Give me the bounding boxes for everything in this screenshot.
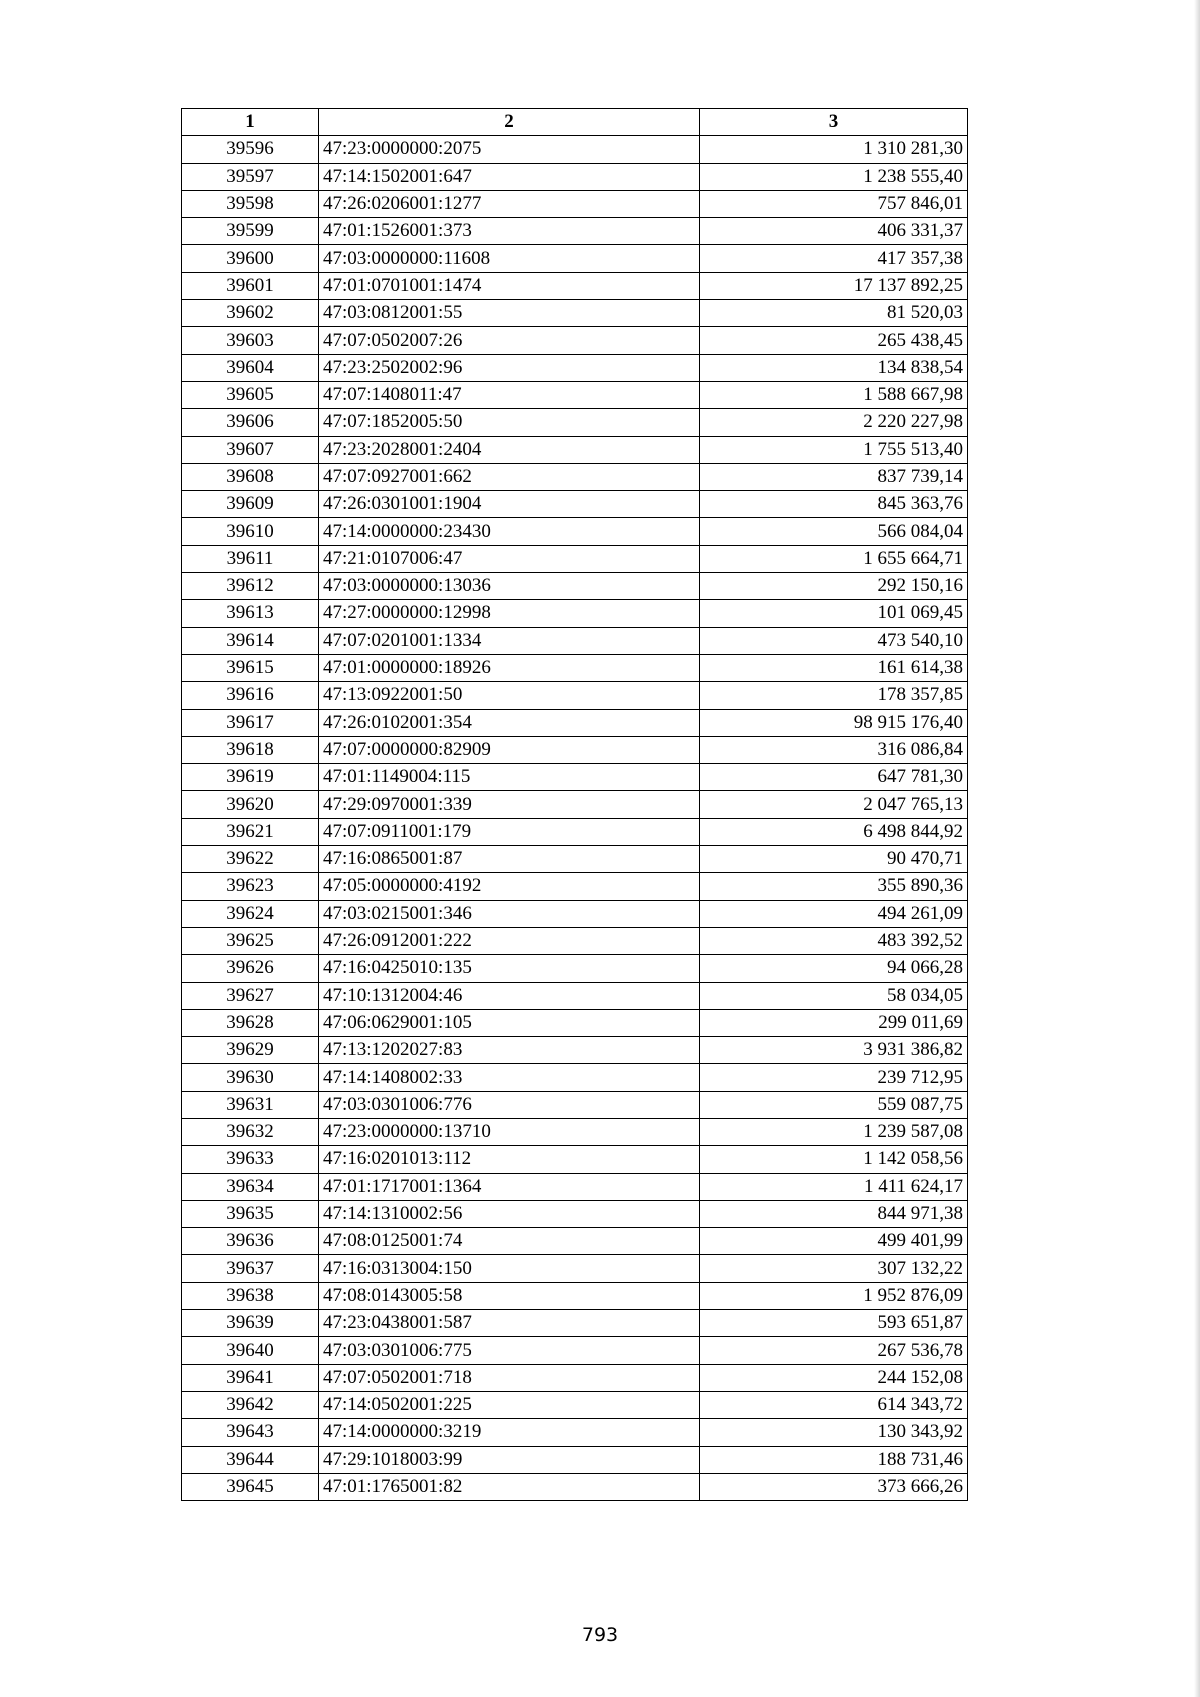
cadastral-value-cell: 1 952 876,09	[700, 1282, 968, 1309]
header-row	[182, 109, 968, 136]
cadastral-number-cell: 47:14:0000000:23430	[319, 518, 700, 545]
table-row	[182, 327, 968, 354]
cadastral-value-cell: 267 536,78	[700, 1337, 968, 1364]
cadastral-number-cell: 47:01:1717001:1364	[319, 1173, 700, 1200]
page-edge-shadow	[1194, 0, 1200, 1697]
cadastral-number-cell: 47:13:0922001:50	[319, 682, 700, 709]
row-number-cell: 39615	[182, 654, 319, 681]
table-row	[182, 272, 968, 299]
cadastral-value-cell: 483 392,52	[700, 927, 968, 954]
cadastral-value-cell: 355 890,36	[700, 873, 968, 900]
cadastral-number-cell: 47:07:0927001:662	[319, 463, 700, 490]
cadastral-number-cell: 47:29:1018003:99	[319, 1446, 700, 1473]
row-number-cell: 39605	[182, 381, 319, 408]
row-number-cell: 39641	[182, 1364, 319, 1391]
table-row	[182, 1364, 968, 1391]
cadastral-value-cell: 90 470,71	[700, 846, 968, 873]
row-number-cell: 39599	[182, 218, 319, 245]
table-row	[182, 381, 968, 408]
row-number-cell: 39638	[182, 1282, 319, 1309]
row-number-cell: 39631	[182, 1091, 319, 1118]
table-row	[182, 791, 968, 818]
row-number-cell: 39635	[182, 1200, 319, 1227]
table-row	[182, 627, 968, 654]
row-number-cell: 39642	[182, 1391, 319, 1418]
cadastral-value-cell: 494 261,09	[700, 900, 968, 927]
cadastral-number-cell: 47:08:0143005:58	[319, 1282, 700, 1309]
cadastral-number-cell: 47:16:0313004:150	[319, 1255, 700, 1282]
cadastral-value-cell: 1 239 587,08	[700, 1118, 968, 1145]
cadastral-value-cell: 134 838,54	[700, 354, 968, 381]
table-row	[182, 955, 968, 982]
cadastral-number-cell: 47:06:0629001:105	[319, 1009, 700, 1036]
cadastral-number-cell: 47:03:0812001:55	[319, 300, 700, 327]
cadastral-number-cell: 47:03:0000000:13036	[319, 573, 700, 600]
cadastral-value-cell: 1 655 664,71	[700, 545, 968, 572]
cadastral-value-cell: 499 401,99	[700, 1228, 968, 1255]
table-row	[182, 1146, 968, 1173]
cadastral-value-cell: 17 137 892,25	[700, 272, 968, 299]
table-row	[182, 1446, 968, 1473]
table-header	[182, 109, 968, 136]
cadastral-number-cell: 47:16:0865001:87	[319, 846, 700, 873]
cadastral-number-cell: 47:03:0301006:776	[319, 1091, 700, 1118]
cadastral-number-cell: 47:23:2028001:2404	[319, 436, 700, 463]
cadastral-number-cell: 47:03:0215001:346	[319, 900, 700, 927]
table-row	[182, 600, 968, 627]
row-number-cell: 39623	[182, 873, 319, 900]
table-row	[182, 136, 968, 163]
cadastral-value-cell: 837 739,14	[700, 463, 968, 490]
cadastral-value-cell: 1 411 624,17	[700, 1173, 968, 1200]
cadastral-value-cell: 161 614,38	[700, 654, 968, 681]
table-row	[182, 764, 968, 791]
row-number-cell: 39626	[182, 955, 319, 982]
cadastral-number-cell: 47:07:0201001:1334	[319, 627, 700, 654]
table-row	[182, 518, 968, 545]
cadastral-number-cell: 47:23:0438001:587	[319, 1310, 700, 1337]
table-row	[182, 573, 968, 600]
row-number-cell: 39617	[182, 709, 319, 736]
cadastral-value-cell: 1 238 555,40	[700, 163, 968, 190]
table-row	[182, 927, 968, 954]
cadastral-value-cell: 265 438,45	[700, 327, 968, 354]
row-number-cell: 39600	[182, 245, 319, 272]
table-row	[182, 245, 968, 272]
table-row	[182, 1310, 968, 1337]
row-number-cell: 39645	[182, 1473, 319, 1500]
row-number-cell: 39602	[182, 300, 319, 327]
cadastral-number-cell: 47:26:0301001:1904	[319, 491, 700, 518]
row-number-cell: 39622	[182, 846, 319, 873]
cadastral-value-cell: 614 343,72	[700, 1391, 968, 1418]
row-number-cell: 39606	[182, 409, 319, 436]
row-number-cell: 39620	[182, 791, 319, 818]
cadastral-number-cell: 47:03:0301006:775	[319, 1337, 700, 1364]
table-row	[182, 818, 968, 845]
cadastral-value-cell: 3 931 386,82	[700, 1037, 968, 1064]
table-row	[182, 1037, 968, 1064]
row-number-cell: 39643	[182, 1419, 319, 1446]
table-row	[182, 1200, 968, 1227]
cadastral-value-cell: 239 712,95	[700, 1064, 968, 1091]
row-number-cell: 39619	[182, 764, 319, 791]
cadastral-value-cell: 178 357,85	[700, 682, 968, 709]
row-number-cell: 39632	[182, 1118, 319, 1145]
table-row	[182, 873, 968, 900]
table-body	[182, 136, 968, 1501]
cadastral-number-cell: 47:16:0201013:112	[319, 1146, 700, 1173]
cadastral-value-cell: 1 142 058,56	[700, 1146, 968, 1173]
row-number-cell: 39618	[182, 736, 319, 763]
cadastral-value-cell: 406 331,37	[700, 218, 968, 245]
cadastral-number-cell: 47:07:0000000:82909	[319, 736, 700, 763]
table-row	[182, 436, 968, 463]
table-row	[182, 846, 968, 873]
page-number: 793	[581, 1624, 619, 1646]
cadastral-value-cell: 188 731,46	[700, 1446, 968, 1473]
cadastral-value-cell: 81 520,03	[700, 300, 968, 327]
cadastral-number-cell: 47:08:0125001:74	[319, 1228, 700, 1255]
table-row	[182, 1173, 968, 1200]
cadastral-number-cell: 47:01:0701001:1474	[319, 272, 700, 299]
row-number-cell: 39628	[182, 1009, 319, 1036]
cadastral-value-cell: 566 084,04	[700, 518, 968, 545]
cadastral-value-cell: 757 846,01	[700, 190, 968, 217]
table-row	[182, 218, 968, 245]
cadastral-number-cell: 47:16:0425010:135	[319, 955, 700, 982]
table-row	[182, 354, 968, 381]
cadastral-value-cell: 6 498 844,92	[700, 818, 968, 845]
cadastral-number-cell: 47:01:1526001:373	[319, 218, 700, 245]
row-number-cell: 39607	[182, 436, 319, 463]
row-number-cell: 39633	[182, 1146, 319, 1173]
cadastral-value-cell: 373 666,26	[700, 1473, 968, 1500]
cadastral-number-cell: 47:14:1310002:56	[319, 1200, 700, 1227]
row-number-cell: 39609	[182, 491, 319, 518]
row-number-cell: 39637	[182, 1255, 319, 1282]
cadastral-value-cell: 244 152,08	[700, 1364, 968, 1391]
table-row	[182, 982, 968, 1009]
row-number-cell: 39596	[182, 136, 319, 163]
cadastral-value-cell: 559 087,75	[700, 1091, 968, 1118]
cadastral-value-cell: 130 343,92	[700, 1419, 968, 1446]
cadastral-number-cell: 47:07:0911001:179	[319, 818, 700, 845]
cadastral-number-cell: 47:21:0107006:47	[319, 545, 700, 572]
row-number-cell: 39603	[182, 327, 319, 354]
cadastral-value-table	[181, 108, 968, 1501]
cadastral-number-cell: 47:23:0000000:13710	[319, 1118, 700, 1145]
table-row	[182, 545, 968, 572]
row-number-cell: 39611	[182, 545, 319, 572]
cadastral-value-cell: 307 132,22	[700, 1255, 968, 1282]
row-number-cell: 39608	[182, 463, 319, 490]
row-number-cell: 39597	[182, 163, 319, 190]
row-number-cell: 39640	[182, 1337, 319, 1364]
row-number-cell: 39610	[182, 518, 319, 545]
row-number-cell: 39636	[182, 1228, 319, 1255]
cadastral-number-cell: 47:14:0000000:3219	[319, 1419, 700, 1446]
cadastral-number-cell: 47:14:1408002:33	[319, 1064, 700, 1091]
table-row	[182, 491, 968, 518]
table-row	[182, 1009, 968, 1036]
table-row	[182, 1419, 968, 1446]
table-row	[182, 736, 968, 763]
cadastral-number-cell: 47:07:0502001:718	[319, 1364, 700, 1391]
cadastral-number-cell: 47:23:0000000:2075	[319, 136, 700, 163]
cadastral-number-cell: 47:07:1852005:50	[319, 409, 700, 436]
cadastral-value-cell: 98 915 176,40	[700, 709, 968, 736]
row-number-cell: 39639	[182, 1310, 319, 1337]
row-number-cell: 39629	[182, 1037, 319, 1064]
table-row	[182, 1473, 968, 1500]
table-row	[182, 654, 968, 681]
cadastral-value-cell: 94 066,28	[700, 955, 968, 982]
row-number-cell: 39598	[182, 190, 319, 217]
cadastral-value-cell: 473 540,10	[700, 627, 968, 654]
table-row	[182, 1337, 968, 1364]
cadastral-number-cell: 47:26:0206001:1277	[319, 190, 700, 217]
row-number-cell: 39621	[182, 818, 319, 845]
cadastral-number-cell: 47:03:0000000:11608	[319, 245, 700, 272]
table-row	[182, 1228, 968, 1255]
cadastral-number-cell: 47:01:1149004:115	[319, 764, 700, 791]
cadastral-value-cell: 292 150,16	[700, 573, 968, 600]
table-row	[182, 900, 968, 927]
row-number-cell: 39612	[182, 573, 319, 600]
cadastral-number-cell: 47:01:1765001:82	[319, 1473, 700, 1500]
cadastral-value-cell: 417 357,38	[700, 245, 968, 272]
table-row	[182, 1118, 968, 1145]
cadastral-value-cell: 845 363,76	[700, 491, 968, 518]
table-row	[182, 190, 968, 217]
cadastral-value-cell: 299 011,69	[700, 1009, 968, 1036]
cadastral-value-cell: 647 781,30	[700, 764, 968, 791]
row-number-cell: 39625	[182, 927, 319, 954]
row-number-cell: 39630	[182, 1064, 319, 1091]
cadastral-value-cell: 1 755 513,40	[700, 436, 968, 463]
cadastral-number-cell: 47:29:0970001:339	[319, 791, 700, 818]
row-number-cell: 39644	[182, 1446, 319, 1473]
cadastral-number-cell: 47:27:0000000:12998	[319, 600, 700, 627]
column-header-2: 2	[319, 109, 700, 136]
cadastral-value-cell: 58 034,05	[700, 982, 968, 1009]
table-row	[182, 163, 968, 190]
row-number-cell: 39627	[182, 982, 319, 1009]
row-number-cell: 39614	[182, 627, 319, 654]
cadastral-number-cell: 47:01:0000000:18926	[319, 654, 700, 681]
cadastral-number-cell: 47:07:1408011:47	[319, 381, 700, 408]
cadastral-number-cell: 47:05:0000000:4192	[319, 873, 700, 900]
table-row	[182, 409, 968, 436]
row-number-cell: 39613	[182, 600, 319, 627]
cadastral-value-cell: 593 651,87	[700, 1310, 968, 1337]
cadastral-number-cell: 47:13:1202027:83	[319, 1037, 700, 1064]
cadastral-value-cell: 316 086,84	[700, 736, 968, 763]
cadastral-value-cell: 2 047 765,13	[700, 791, 968, 818]
column-header-1: 1	[182, 109, 319, 136]
cadastral-number-cell: 47:10:1312004:46	[319, 982, 700, 1009]
table-row	[182, 1255, 968, 1282]
cadastral-value-cell: 2 220 227,98	[700, 409, 968, 436]
row-number-cell: 39624	[182, 900, 319, 927]
row-number-cell: 39616	[182, 682, 319, 709]
table-row	[182, 1064, 968, 1091]
cadastral-value-cell: 1 310 281,30	[700, 136, 968, 163]
row-number-cell: 39601	[182, 272, 319, 299]
cadastral-value-cell: 101 069,45	[700, 600, 968, 627]
row-number-cell: 39604	[182, 354, 319, 381]
column-header-3: 3	[700, 109, 968, 136]
cadastral-value-cell: 844 971,38	[700, 1200, 968, 1227]
cadastral-number-cell: 47:07:0502007:26	[319, 327, 700, 354]
table-row	[182, 1282, 968, 1309]
row-number-cell: 39634	[182, 1173, 319, 1200]
table-row	[182, 1391, 968, 1418]
table-row	[182, 300, 968, 327]
table-row	[182, 1091, 968, 1118]
table-row	[182, 463, 968, 490]
cadastral-number-cell: 47:23:2502002:96	[319, 354, 700, 381]
cadastral-value-cell: 1 588 667,98	[700, 381, 968, 408]
table-row	[182, 709, 968, 736]
cadastral-number-cell: 47:14:0502001:225	[319, 1391, 700, 1418]
table-row	[182, 682, 968, 709]
cadastral-number-cell: 47:26:0912001:222	[319, 927, 700, 954]
cadastral-number-cell: 47:26:0102001:354	[319, 709, 700, 736]
cadastral-number-cell: 47:14:1502001:647	[319, 163, 700, 190]
